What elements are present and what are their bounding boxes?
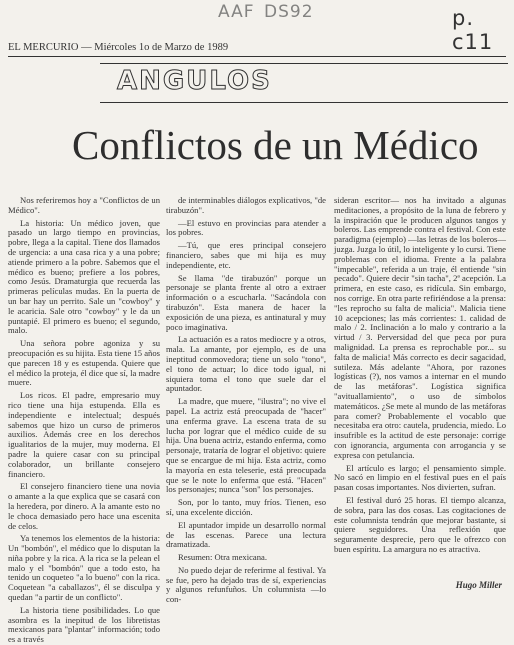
paragraph: La madre, que muere, "ilustra"; no vive el papel. La actriz está preocupada de "hacer" una enferma grave. La escena trata de su lucha por lograr que el médico cuide de su hija. Una buena actriz, estando enferma, como personaje, trataría de lograr el objetivo: quiere que se encargue de mi hija. Esta actriz, como la mayoría en esta teleserie, está preocupada que se le note lo enferma que está. "Hacen" los personajes; nunca "son" los personajes. bbox=[166, 396, 326, 495]
paragraph: Una señora pobre agoniza y su preocupación es su hijita. Esta tiene 15 años que parecen 18 y es estupenda. Quiere que el médico la proteja, él dice que sí, la madre muere. bbox=[8, 338, 160, 388]
handwritten-note-aaf: AAF bbox=[218, 2, 255, 22]
paragraph: El apuntador impide un desarrollo normal de las escenas. Parece una lectura dramatizada. bbox=[166, 519, 326, 550]
handwritten-page-note: p. c11 bbox=[452, 6, 494, 54]
paragraph: La historia tiene posibilidades. Lo que asombra es la inepitud de los libretistas mexicanos para "plantar" información; todo es a través bbox=[8, 604, 160, 645]
paragraph: Resumen: Otra mexicana. bbox=[178, 552, 268, 563]
masthead: EL MERCURIO — Miércoles 1o de Marzo de 1989 bbox=[8, 42, 229, 53]
paragraph: El consejero financiero tiene una novia o amante a la que explica que se casará con la heredera, por dinero. A la amante esto no le choca demasiado pero hace una escenita de celos. bbox=[8, 481, 160, 531]
article-column-1 bbox=[8, 196, 160, 645]
handwritten-note-ds92: DS92 bbox=[264, 2, 314, 22]
paragraph: Ya tenemos los elementos de la historia: Un "bombón", el médico que lo disputan la niña pobre y la rica. A la rica se la pelean el malo y el "bombón" que a todo esto, ha tenido un coqueteo "a lo bueno" con la rica. Coquetean "a caballazos", él se disculpa y quedan "a partir de un conflicto". bbox=[8, 533, 160, 603]
paragraph: —Tú, que eres principal consejero financiero, sabes que mi hija es muy independiente, etc. bbox=[166, 240, 326, 270]
article-column-3 bbox=[334, 196, 506, 555]
section-title: ANGULOS bbox=[117, 66, 272, 96]
paragraph: La actuación es a ratos mediocre y a otros, mala. La amante, por ejemplo, es de una ineptitud conmovedora; tiene un solo "tono", el tono de actuar; lo dice todo igual, ni siquiera toma el tono que suele dar el apuntador. bbox=[166, 334, 326, 394]
paragraph: Son, por lo tanto, muy fríos. Tienen, eso sí, una excelente dicción. bbox=[166, 497, 326, 517]
paragraph: Los ricos. El padre, empresario muy rico tiene una hija estupenda. Ella es independiente e intelectual; después sabemos que hizo un curso de primeros auxilios. Además cree en los derechos igualitarios de la mujer, muy moderna. El padre la quiere casar con su principal colaborador, un brillante consejero financiero. bbox=[8, 390, 160, 479]
paragraph: de interminables diálogos explicativos, "de tirabuzón". bbox=[166, 195, 326, 215]
paragraph: —El estuvo en provincias para atender a los pobres. bbox=[166, 217, 326, 238]
author-signature: Hugo Miller bbox=[455, 580, 502, 590]
article-column-2 bbox=[166, 196, 326, 605]
headline: Conflictos de un Médico bbox=[72, 122, 479, 168]
paragraph: El festival duró 25 horas. El tiempo alcanza, de sobra, para las dos cosas. Las cogitaciones de este columnista tendrán que mejorar bastante, si quiere seguidores. Una reflexión que seguramente desprecie, pero que le ofrezco con buen espíritu. La amargura no es atractiva. bbox=[334, 494, 506, 554]
masthead-rule bbox=[8, 56, 506, 57]
paragraph: El artículo es largo; el pensamiento simple. No sacó en limpio en el festival pues en el país pasan cosas importantes. Nos divierten, sufran. bbox=[334, 462, 506, 493]
paragraph: sideran escritor— nos ha invitado a algunas meditaciones, a propósito de la luna de febrero y la inspiración que le producen algunos tangos y boleros. Las emprende contra el festival. Con este paradigma (ejemplo) —las letras de los boleros— juzga. Juzga lo útil, lo inteligente y lo cursi. Tiene problemas con el idioma. Frente a la palabra "impecable", referida a un traje, él entiende "sin pecado". Quiere decir "sin tacha", 2ª acepción. La primera, en este caso, es ridícula. Sin embargo, nos corrige. En otra parte refiriéndose a la prensa: "les reprocho su falta de malicia". Malicia tiene 10 acepciones; las más corrientes: 1. calidad de malo / 2. Inclinación a lo malo y contrario a la virtud / 3. Perversidad del que peca por pura malignidad. La prensa es reprochable por... su falta de malicia! Más correcto es decir sagacidad, sutileza. Más adelante "Ahora, por razones logísticas (?), nos vamos a internar en el mundo de las metáforas". Logística significa "avituallamiento", o uso de símbolos matemáticos. ¿Se mete al mundo de las metáforas para comer? Probablemente el vocablo que necesitaba era otro: cautela, prudencia, miedo. Lo insufrible es la actitud de este personaje: corrige con ignorancia, argumenta con arrogancia y se expresa con petulancia. bbox=[334, 195, 506, 460]
paragraph: La historia: Un médico joven, que pasado un largo tiempo en provincias, pobre, llega a la capital. Tiene dos llamados de urgencia: a una casa rica y a una pobre; atiende primero a la pobre. Sabemos que el médico es bueno; prefiere a los pobres, como Jesús. Dramaturgia que recuerda las primeras películas mudas. En la puerta de un bar hay un perrito. Sale un "cowboy" y le acaricia. Sale otro "cowboy" y le da un puntapié. El primero es bueno; el segundo, malo. bbox=[8, 217, 160, 336]
paragraph: Nos referiremos hoy a "Conflictos de un Médico". bbox=[8, 195, 160, 215]
paragraph: No puedo dejar de referirme al festival. Ya se fue, pero ha dejado tras de sí, experiencias y algunos refunfuños. Un columnista —lo con- bbox=[166, 564, 326, 605]
paragraph: Se llama "de tirabuzón" porque un personaje se planta frente al otro a extraer información o a escucharla. "Sacándola con tirabuzón". Esta manera de hacer la exposición de una pieza, es antinatural y muy poco imaginativa. bbox=[166, 272, 326, 332]
